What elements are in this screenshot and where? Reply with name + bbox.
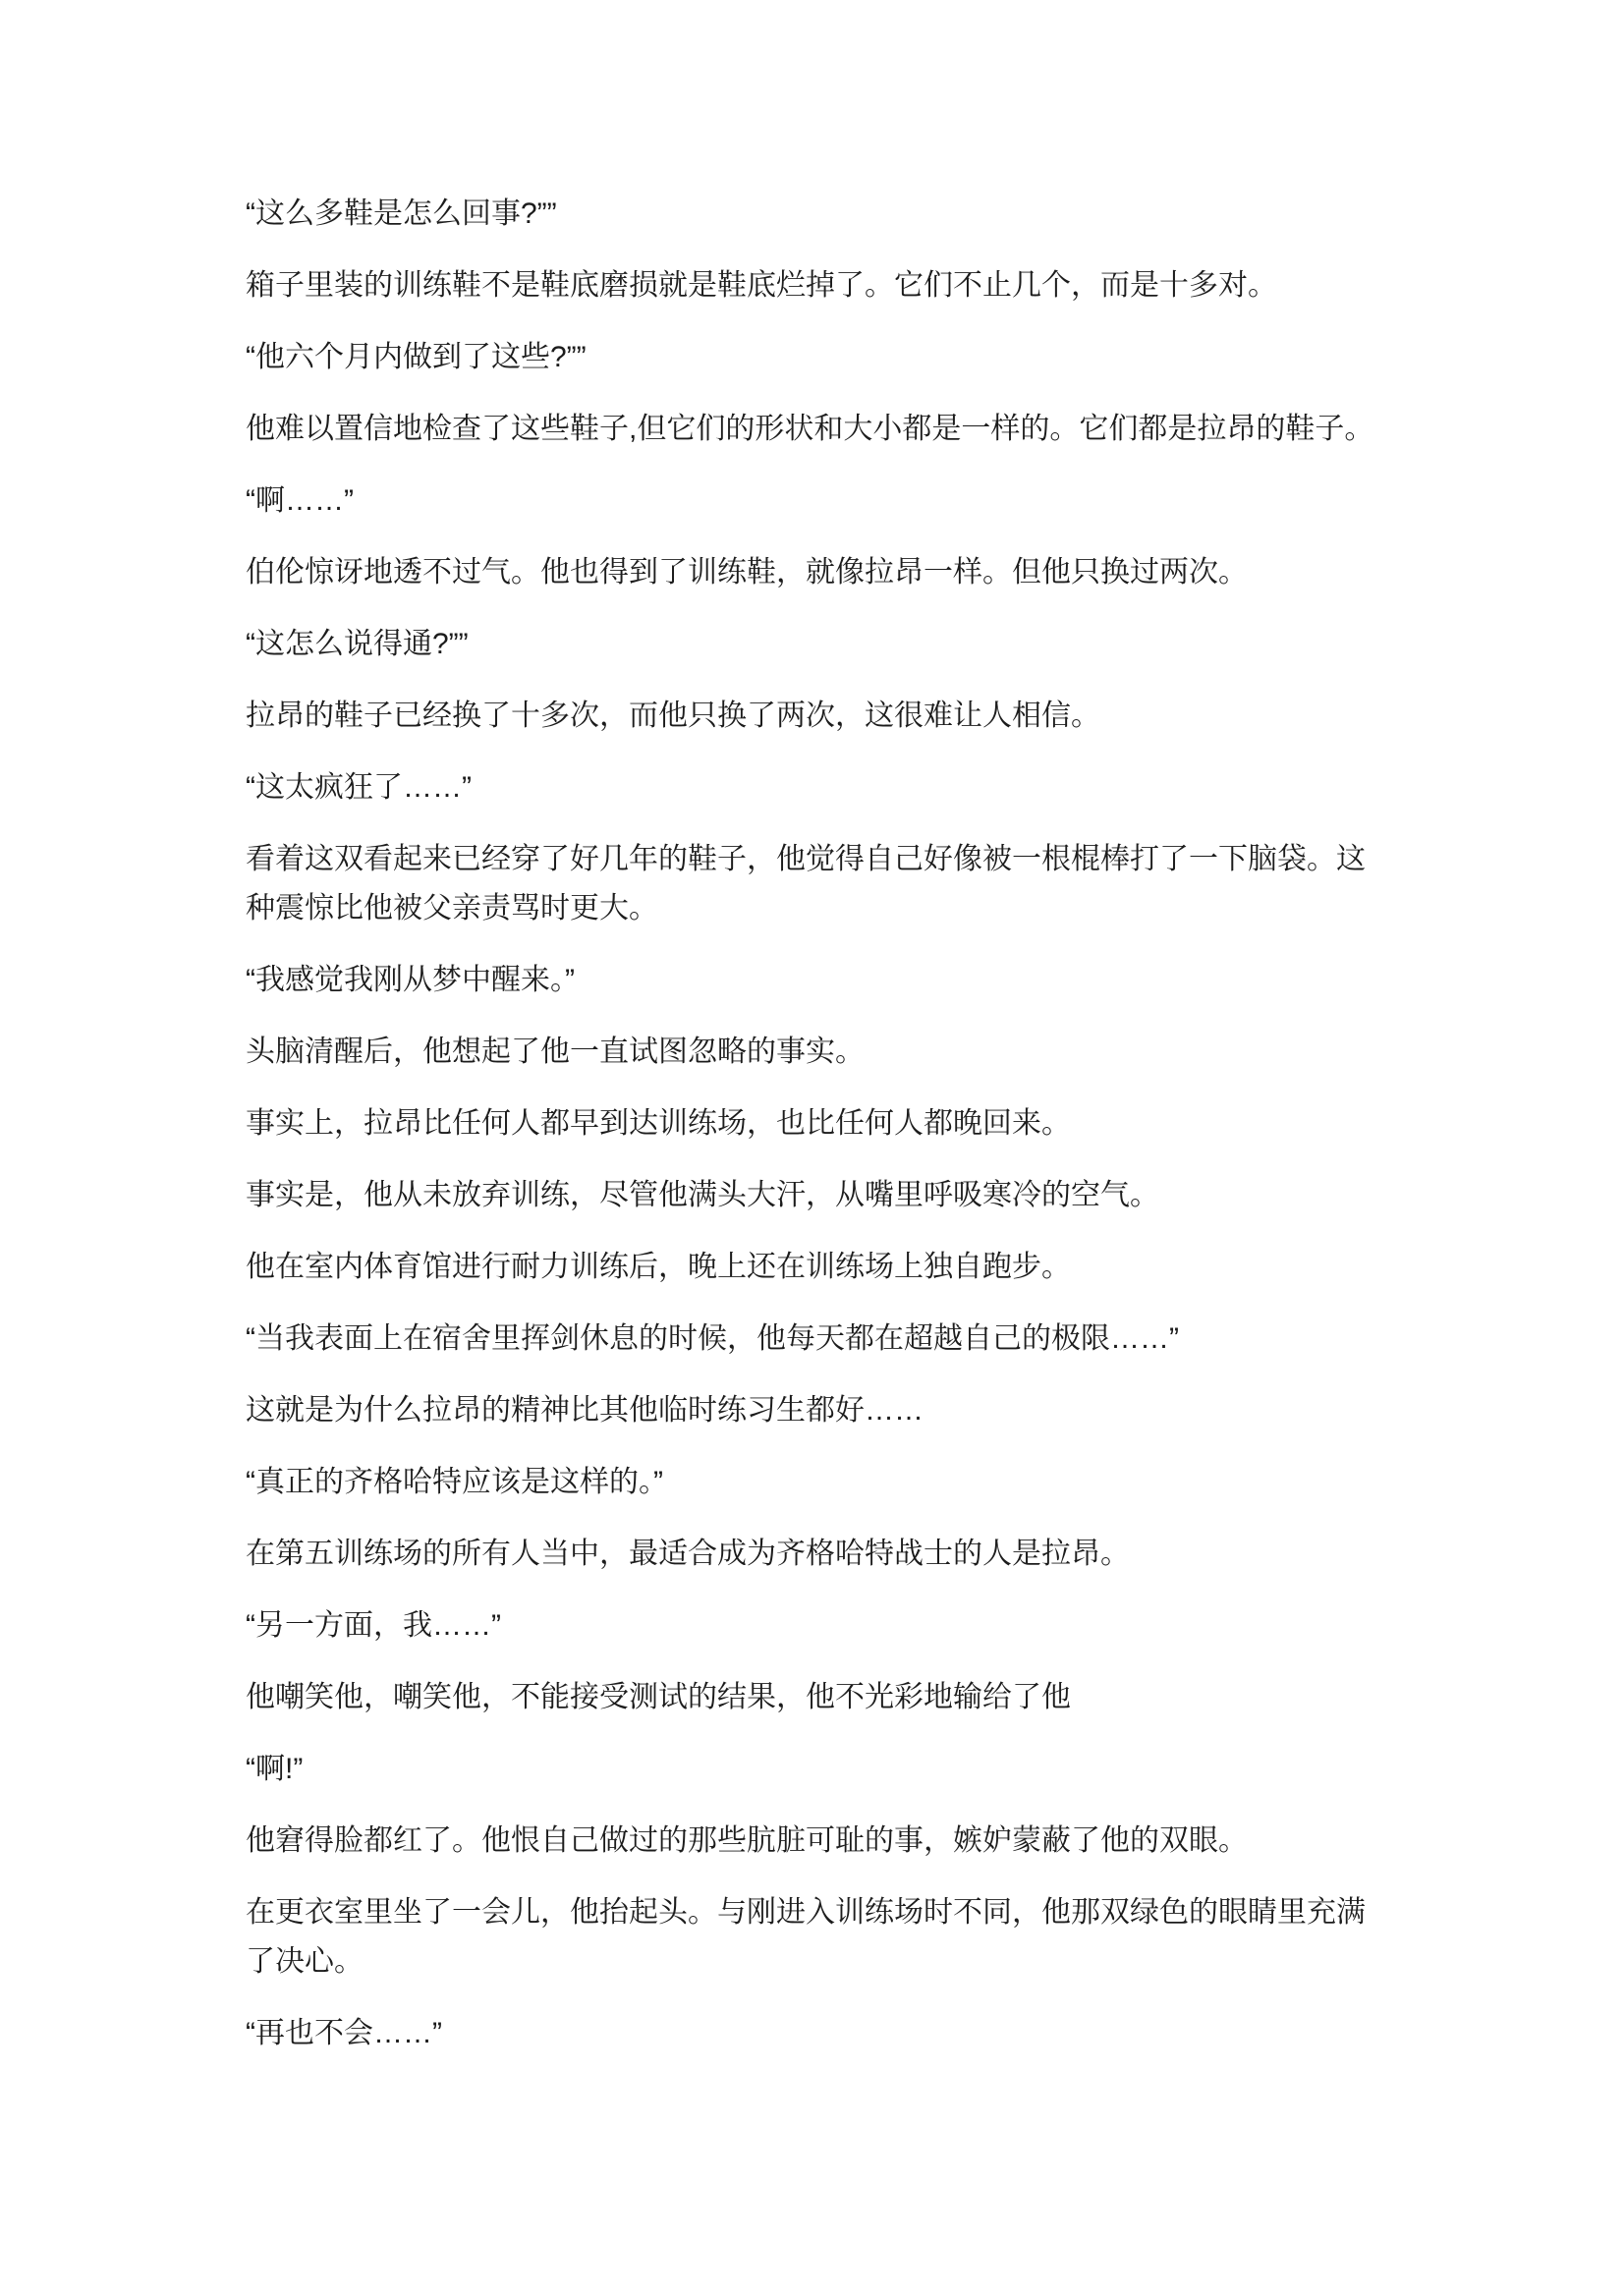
paragraph: 拉昂的鞋子已经换了十多次，而他只换了两次，这很难让人相信。 [246, 700, 1100, 732]
paragraph: 看着这双看起来已经穿了好几年的鞋子，他觉得自己好像被一根棍棒打了一下脑袋。这种震惊比他被父亲责骂时更大。 [246, 843, 1366, 924]
paragraph: “啊……” [246, 484, 354, 517]
paragraph: “再也不会……” [246, 2017, 442, 2049]
paragraph: 箱子里装的训练鞋不是鞋底磨损就是鞋底烂掉了。它们不止几个，而是十多对。 [246, 269, 1277, 302]
paragraph: 这就是为什么拉昂的精神比其他临时练习生都好…… [246, 1394, 924, 1427]
paragraph: “这太疯狂了……” [246, 771, 472, 804]
paragraph: “这么多鞋是怎么回事?”” [246, 197, 557, 230]
paragraph: 他在室内体育馆进行耐力训练后，晚上还在训练场上独自跑步。 [246, 1251, 1071, 1283]
paragraph: “我感觉我刚从梦中醒来。” [246, 964, 575, 996]
paragraph: 在更衣室里坐了一会儿，他抬起头。与刚进入训练场时不同，他那双绿色的眼睛里充满了决心。 [246, 1896, 1366, 1978]
paragraph: 他窘得脸都红了。他恨自己做过的那些肮脏可耻的事，嫉妒蒙蔽了他的双眼。 [246, 1824, 1248, 1857]
paragraph: “真正的齐格哈特应该是这样的。” [246, 1466, 663, 1498]
paragraph: 他难以置信地检查了这些鞋子,但它们的形状和大小都是一样的。它们都是拉昂的鞋子。 [246, 413, 1374, 445]
paragraph: “这怎么说得通?”” [246, 628, 469, 660]
paragraph: “啊!” [246, 1753, 304, 1785]
paragraph: “另一方面，我……” [246, 1609, 501, 1642]
paragraph: 在第五训练场的所有人当中，最适合成为齐格哈特战士的人是拉昂。 [246, 1538, 1130, 1570]
paragraph: 事实上，拉昂比任何人都早到达训练场，也比任何人都晚回来。 [246, 1107, 1071, 1140]
paragraph: 头脑清醒后，他想起了他一直试图忽略的事实。 [246, 1036, 865, 1068]
paragraph: “当我表面上在宿舍里挥剑休息的时候，他每天都在超越自己的极限……” [246, 1322, 1179, 1355]
paragraph: 事实是，他从未放弃训练，尽管他满头大汗，从嘴里呼吸寒冷的空气。 [246, 1179, 1159, 1211]
paragraph: 伯伦惊讶地透不过气。他也得到了训练鞋，就像拉昂一样。但他只换过两次。 [246, 556, 1248, 588]
paragraph: 他嘲笑他，嘲笑他，不能接受测试的结果，他不光彩地输给了他 [246, 1681, 1071, 1713]
paragraph: “他六个月内做到了这些?”” [246, 341, 587, 373]
